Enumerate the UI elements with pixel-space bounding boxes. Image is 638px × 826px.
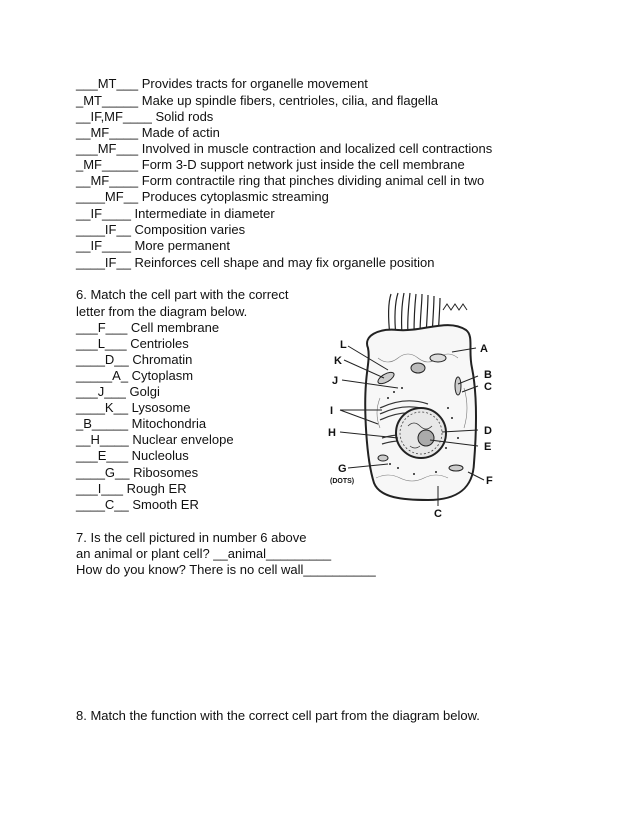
cytoskeleton-line: _MT_____ Make up spindle fibers, centrioles, cilia, and flagella [76, 93, 439, 108]
diagram-label: C [434, 508, 442, 520]
mitochondrion [455, 377, 461, 395]
diagram-label: I [330, 405, 334, 417]
answer-line: _____A_ Cytoplasm [76, 368, 194, 383]
diagram-label: G [338, 463, 347, 475]
cytoskeleton-line: ____MF__ Produces cytoplasmic streaming [76, 189, 329, 204]
lysosome [411, 363, 425, 373]
question-6-prompt: 6. Match the cell part with the correct [76, 287, 289, 302]
cytoskeleton-line: __MF____ Form contractile ring that pinches dividing animal cell in two [76, 173, 485, 188]
cytoskeleton-line: _MF_____ Form 3-D support network just inside the cell membrane [76, 157, 465, 172]
diagram-label: C [484, 381, 492, 393]
answer-line: ____K__ Lysosome [76, 400, 191, 415]
animal-cell-diagram [318, 288, 508, 520]
answer-line: ____G__ Ribosomes [76, 465, 199, 480]
question-7-line: an animal or plant cell? __animal_________ [76, 546, 332, 561]
answer-line: ___J___ Golgi [76, 384, 160, 399]
answer-line: ____D__ Chromatin [76, 352, 193, 367]
cytoskeleton-line: ____IF__ Reinforces cell shape and may fix organelle position [76, 255, 435, 270]
diagram-label: D [484, 425, 492, 437]
diagram-label: K [334, 355, 342, 367]
cytoskeleton-line: __IF,MF____ Solid rods [76, 109, 214, 124]
nucleolus [418, 430, 434, 446]
cytoskeleton-line: __IF____ Intermediate in diameter [76, 206, 275, 221]
answer-line: __H____ Nuclear envelope [76, 432, 234, 447]
diagram-label: A [480, 343, 488, 355]
nucleus [396, 408, 446, 458]
question-6-prompt: letter from the diagram below. [76, 304, 248, 319]
answer-line: ___F___ Cell membrane [76, 320, 220, 335]
answer-line: ___L___ Centrioles [76, 336, 189, 351]
answer-line: ___E___ Nucleolus [76, 448, 189, 463]
cytoskeleton-line: __MF____ Made of actin [76, 125, 220, 140]
question-8: 8. Match the function with the correct cell part from the diagram below. [76, 708, 480, 723]
answer-line: ___I___ Rough ER [76, 481, 187, 496]
dots-note: (DOTS) [330, 478, 355, 485]
question-7-line: 7. Is the cell pictured in number 6 above [76, 530, 307, 545]
diagram-label: H [328, 427, 336, 439]
cytoskeleton-line: ___MF___ Involved in muscle contraction and localized cell contractions [76, 141, 493, 156]
diagram-label: F [486, 475, 493, 487]
cytoskeleton-line: __IF____ More permanent [76, 238, 230, 253]
cytoskeleton-line: ____IF__ Composition varies [76, 222, 246, 237]
answer-line: _B_____ Mitochondria [76, 416, 207, 431]
diagram-label: B [484, 369, 492, 381]
diagram-label: E [484, 441, 492, 453]
answer-line: ____C__ Smooth ER [76, 497, 199, 512]
cytoskeleton-line: ___MT___ Provides tracts for organelle movement [76, 76, 368, 91]
diagram-label: J [332, 375, 339, 387]
question-7-line: How do you know? There is no cell wall__________ [76, 562, 376, 577]
diagram-label: L [340, 339, 347, 351]
